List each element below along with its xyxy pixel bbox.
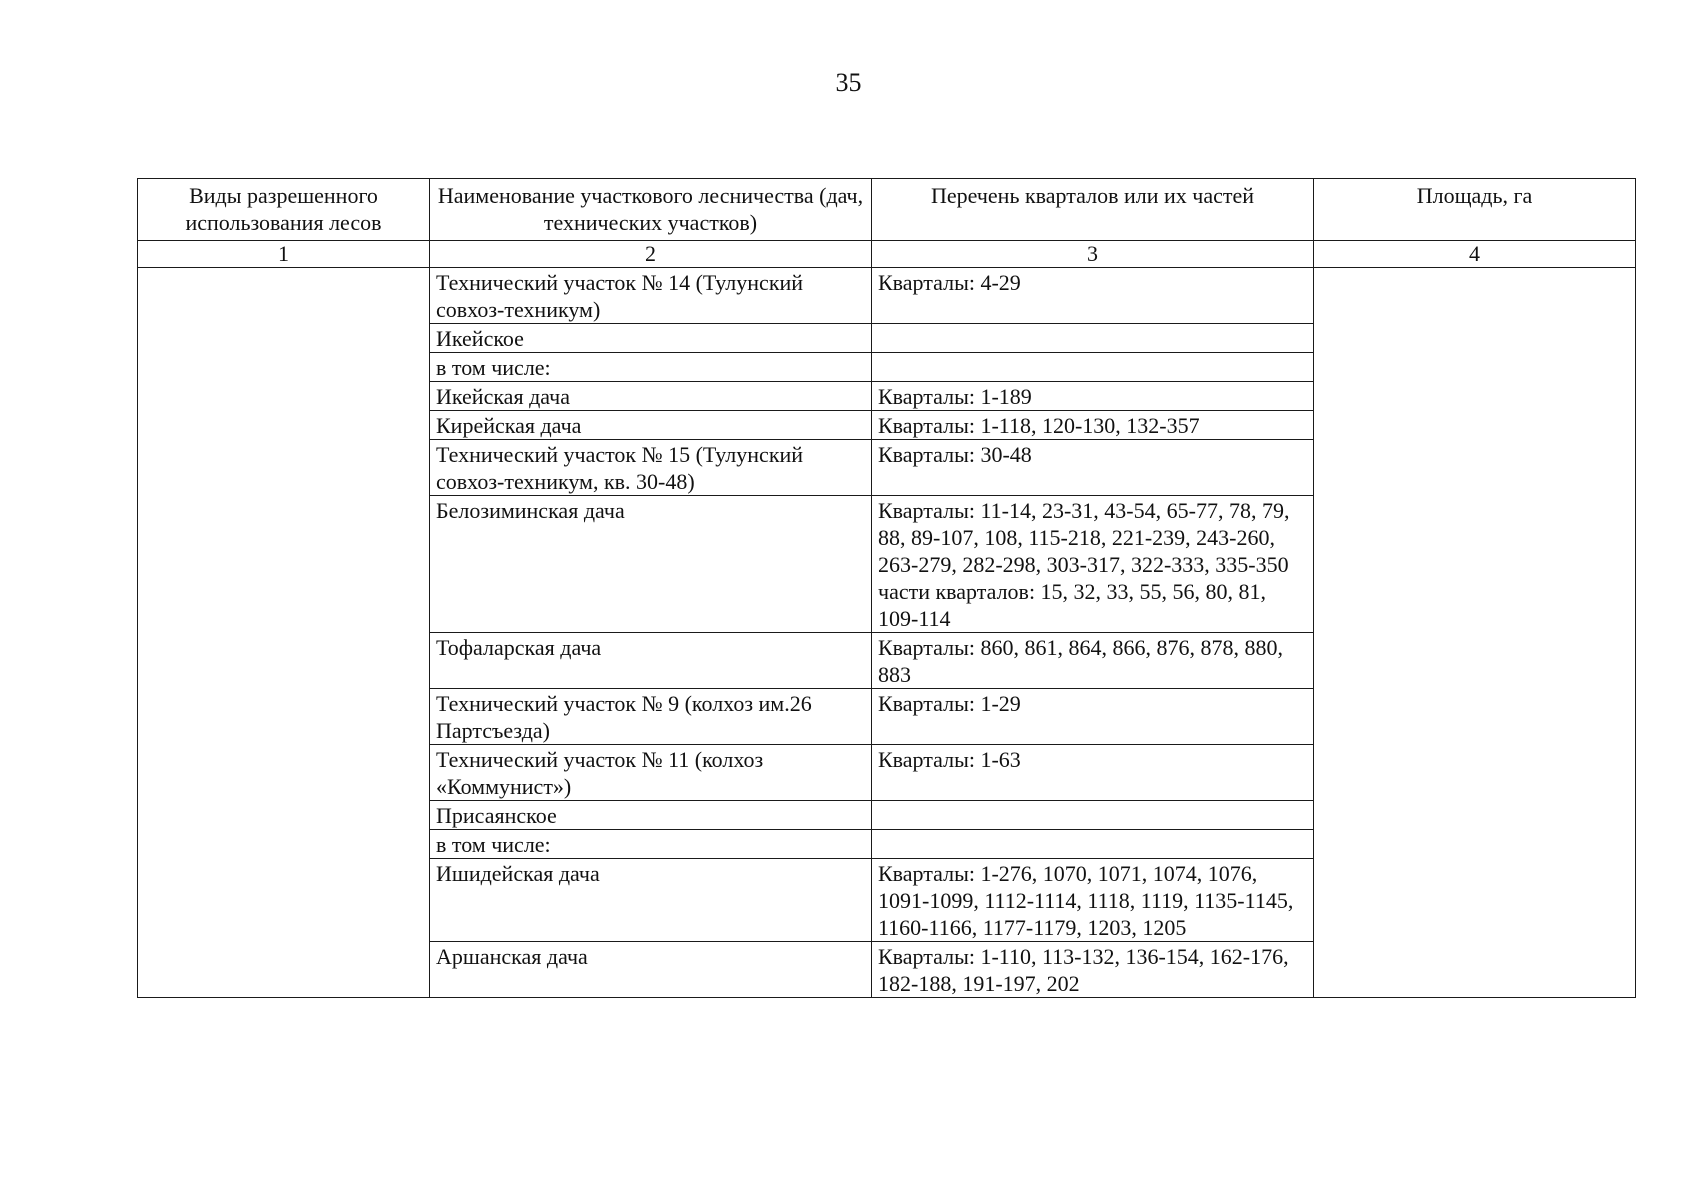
forestry-name-cell: в том числе: (430, 830, 872, 859)
forestry-name-cell: Технический участок № 14 (Тулунский совхоз-техникум) (430, 268, 872, 324)
header-quarters-list: Перечень кварталов или их частей (872, 179, 1314, 241)
quarters-cell: Кварталы: 4-29 (872, 268, 1314, 324)
table-header-row (138, 179, 1636, 241)
forestry-name-cell: Белозиминская дача (430, 496, 872, 633)
quarters-cell (872, 801, 1314, 830)
use-type-cell (138, 268, 430, 998)
quarters-text: Кварталы: 11-14, 23-31, 43-54, 65-77, 78, 79, 88, 89-107, 108, 115-218, 221-239, 243-260, 263-279, 282-298, 303-317, 322-333, 335-350 (878, 498, 1290, 577)
quarters-cell: Кварталы: 1-110, 113-132, 136-154, 162-176, 182-188, 191-197, 202 (872, 942, 1314, 998)
quarters-cell (872, 324, 1314, 353)
forestry-name-cell: Присаянское (430, 801, 872, 830)
column-number: 3 (872, 241, 1314, 268)
quarters-cell (872, 496, 1314, 633)
quarters-cell (872, 830, 1314, 859)
column-number: 2 (430, 241, 872, 268)
forest-use-table (137, 178, 1636, 998)
forestry-name-cell: Технический участок № 9 (колхоз им.26 Партсъезда) (430, 689, 872, 745)
forestry-name-cell: Кирейская дача (430, 411, 872, 440)
forestry-name-cell: Икейская дача (430, 382, 872, 411)
header-forestry-name: Наименование участкового лесничества (дач, технических участков) (430, 179, 872, 241)
quarters-cell: Кварталы: 1-189 (872, 382, 1314, 411)
quarters-cell: Кварталы: 1-29 (872, 689, 1314, 745)
quarters-cell: Кварталы: 30-48 (872, 440, 1314, 496)
quarter-parts-text: части кварталов: 15, 32, 33, 55, 56, 80, 81, 109-114 (878, 579, 1267, 631)
column-number: 1 (138, 241, 430, 268)
column-number-row (138, 241, 1636, 268)
column-number: 4 (1314, 241, 1636, 268)
quarters-cell: Кварталы: 1-276, 1070, 1071, 1074, 1076, 1091-1099, 1112-1114, 1118, 1119, 1135-1145, 1160-1166, 1177-1179, 1203, 1205 (872, 859, 1314, 942)
forestry-name-cell: Ишидейская дача (430, 859, 872, 942)
header-use-types: Виды разрешенного использования лесов (138, 179, 430, 241)
page-number: 35 (835, 68, 862, 97)
quarters-cell: Кварталы: 1-63 (872, 745, 1314, 801)
header-area: Площадь, га (1314, 179, 1636, 241)
area-cell (1314, 268, 1636, 998)
forestry-name-cell: Икейское (430, 324, 872, 353)
forestry-name-cell: Технический участок № 11 (колхоз «Коммунист») (430, 745, 872, 801)
quarters-cell: Кварталы: 860, 861, 864, 866, 876, 878, 880, 883 (872, 633, 1314, 689)
quarters-cell: Кварталы: 1-118, 120-130, 132-357 (872, 411, 1314, 440)
forestry-name-cell: Тофаларская дача (430, 633, 872, 689)
forestry-name-cell: Технический участок № 15 (Тулунский совхоз-техникум, кв. 30-48) (430, 440, 872, 496)
table-row (138, 268, 1636, 324)
forestry-name-cell: в том числе: (430, 353, 872, 382)
forestry-name-cell: Аршанская дача (430, 942, 872, 998)
quarters-cell (872, 353, 1314, 382)
